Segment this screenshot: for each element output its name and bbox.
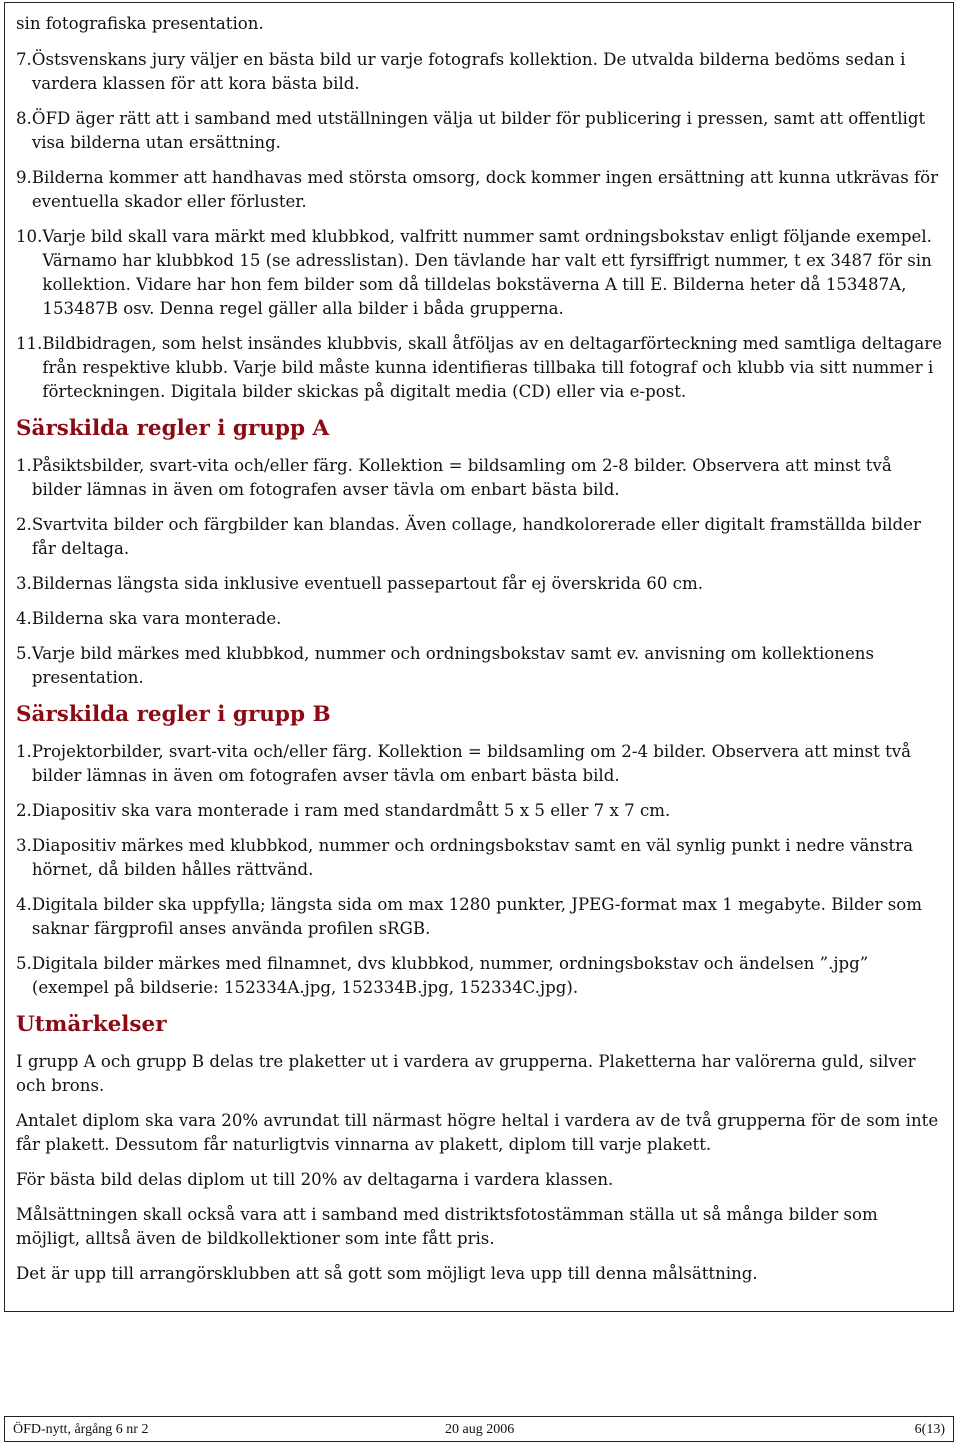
item-number: 2.: [16, 801, 32, 820]
page-footer: [4, 1416, 954, 1442]
item-text: ÖFD äger rätt att i samband med utställningen välja ut bilder för publicering i pressen, samt att offentligt visa bilderna utan ersättning.: [31, 109, 926, 152]
item-number: 9.: [16, 168, 32, 187]
list-item: [16, 513, 946, 561]
list-item: [16, 225, 946, 321]
item-text: Diapositiv ska vara monterade i ram med standardmått 5 x 5 eller 7 x 7 cm.: [31, 801, 671, 820]
awards-paragraph: I grupp A och grupp B delas tre plaketter ut i vardera av grupperna. Plaketterna har valörerna guld, silver och brons.: [16, 1052, 916, 1095]
footer-date: 20 aug 2006: [445, 1422, 515, 1437]
item-number: 8.: [16, 109, 32, 128]
item-text: Östsvenskans jury väljer en bästa bild ur varje fotografs kollektion. De utvalda bilderna bedöms sedan i vardera klassen för att kora bästa bild.: [31, 50, 906, 93]
item-text: Bilderna ska vara monterade.: [31, 609, 282, 628]
list-item: [16, 893, 946, 941]
intro-line: sin fotografiska presentation.: [16, 14, 264, 33]
footer-page-number: 6(13): [914, 1422, 945, 1437]
group-a-list: [16, 454, 946, 690]
list-item: [16, 834, 946, 882]
item-text: Digitala bilder märkes med filnamnet, dvs klubbkod, nummer, ordningsbokstav och ändelsen ”.jpg” (exempel på bildserie: 152334A.jpg, 152334B.jpg, 152334C.jpg).: [31, 954, 869, 997]
group-b-list: [16, 740, 946, 1000]
list-item: [16, 454, 946, 502]
item-text: Varje bild skall vara märkt med klubbkod, valfritt nummer samt ordningsbokstav enligt följande exempel. Värnamo har klubbkod 15 (se adresslistan). Den tävlande har valt ett fyrsiffrigt nummer, t ex 3487 för sin kollektion. Vidare har hon fem bilder som då tilldelas bokstäverna A till E. Bilderna heter då 153487A, 153487B osv. Denna regel gäller alla bilder i båda grupperna.: [42, 227, 932, 318]
section-heading-group-a: Särskilda regler i grupp A: [16, 416, 330, 441]
item-text: Bilderna kommer att handhavas med största omsorg, dock kommer ingen ersättning att kunna utkrävas för eventuella skador eller förluster.: [31, 168, 939, 211]
item-number: 1.: [16, 742, 32, 761]
footer-publication: ÖFD-nytt, årgång 6 nr 2: [13, 1422, 149, 1437]
list-item: [16, 952, 946, 1000]
list-item: [16, 642, 946, 690]
item-text: Projektorbilder, svart-vita och/eller färg. Kollektion = bildsamling om 2-4 bilder. Observera att minst två bilder lämnas in även om fotografen avser tävla om enbart bästa bild.: [31, 742, 912, 785]
awards-paragraph: Antalet diplom ska vara 20% avrundat till närmast högre heltal i vardera av de två grupperna för de som inte får plakett. Dessutom får naturligtvis vinnarna av plakett, diplom till varje plakett.: [16, 1111, 939, 1154]
item-number: 2.: [16, 515, 32, 534]
item-number: 4.: [16, 609, 32, 628]
item-text: Digitala bilder ska uppfylla; längsta sida om max 1280 punkter, JPEG-format max 1 megabyte. Bilder som saknar färgprofil anses använda profilen sRGB.: [31, 895, 922, 938]
list-item: [16, 166, 946, 214]
item-text: Påsiktsbilder, svart-vita och/eller färg. Kollektion = bildsamling om 2-8 bilder. Observera att minst två bilder lämnas in även om fotografen avser tävla om enbart bästa bild.: [31, 456, 892, 499]
item-text: Diapositiv märkes med klubbkod, nummer och ordningsbokstav samt en väl synlig punkt i nedre vänstra hörnet, då bilden hålles rättvänd.: [31, 836, 913, 879]
list-item: [16, 107, 946, 155]
list-item: [16, 332, 946, 404]
item-number: 10.: [16, 227, 43, 246]
item-text: Bildernas längsta sida inklusive eventuell passepartout får ej överskrida 60 cm.: [31, 574, 703, 593]
section-heading-awards: Utmärkelser: [16, 1012, 167, 1037]
item-number: 3.: [16, 836, 32, 855]
awards-paragraph: För bästa bild delas diplom ut till 20% av deltagarna i vardera klassen.: [16, 1170, 614, 1189]
list-item: [16, 740, 946, 788]
section-heading-group-b: Särskilda regler i grupp B: [16, 702, 331, 727]
item-text: Varje bild märkes med klubbkod, nummer och ordningsbokstav samt ev. anvisning om kollektionens presentation.: [31, 644, 874, 687]
item-number: 3.: [16, 574, 32, 593]
document-content: [16, 12, 946, 1297]
item-number: 7.: [16, 50, 32, 69]
item-number: 4.: [16, 895, 32, 914]
item-number: 5.: [16, 644, 32, 663]
item-number: 1.: [16, 456, 32, 475]
list-item: [16, 799, 946, 823]
rules-list: [16, 48, 946, 404]
awards-paragraph: Det är upp till arrangörsklubben att så gott som möjligt leva upp till denna målsättning.: [16, 1264, 758, 1283]
list-item: [16, 607, 946, 631]
awards-paragraph: Målsättningen skall också vara att i samband med distriktsfotostämman ställa ut så många bilder som möjligt, alltså även de bildkollektioner som inte fått pris.: [16, 1205, 878, 1248]
list-item: [16, 572, 946, 596]
list-item: [16, 48, 946, 96]
item-text: Svartvita bilder och färgbilder kan blandas. Även collage, handkolorerade eller digitalt framställda bilder får deltaga.: [31, 515, 921, 558]
item-number: 11.: [16, 334, 43, 353]
item-number: 5.: [16, 954, 32, 973]
item-text: Bildbidragen, som helst insändes klubbvis, skall åtföljas av en deltagarförteckning med samtliga deltagare från respektive klubb. Varje bild måste kunna identifieras tillbaka till fotograf och klubb via sitt nummer i förteckningen. Digitala bilder skickas på digitalt media (CD) eller via e-post.: [42, 334, 943, 401]
